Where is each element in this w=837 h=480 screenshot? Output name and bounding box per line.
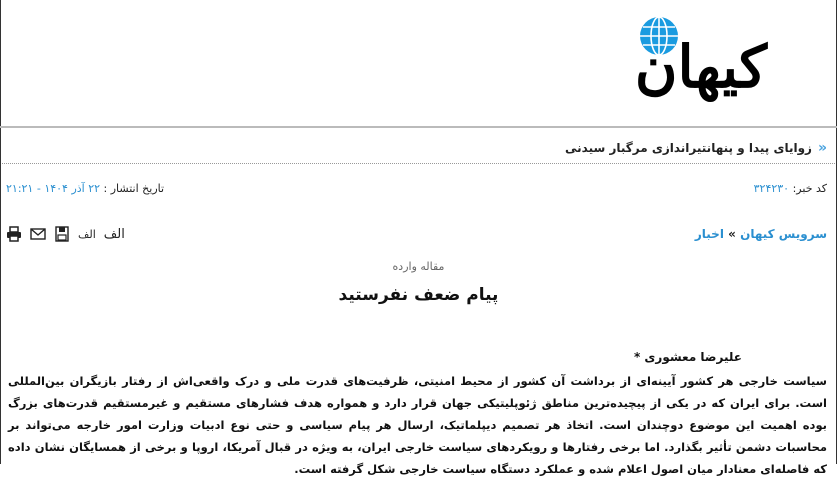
breadcrumb-separator: » xyxy=(728,227,736,241)
logo-text: کیهان xyxy=(634,33,767,101)
breadcrumb xyxy=(695,227,827,241)
news-code xyxy=(754,182,827,195)
article-tools xyxy=(6,226,125,242)
dotted-divider xyxy=(2,163,835,164)
news-code-value: ۳۲۴۲۳۰ xyxy=(753,182,790,195)
publish-date xyxy=(6,182,164,195)
related-headline[interactable] xyxy=(565,140,827,156)
publish-date-value: ۲۲ آذر ۱۴۰۴ - ۲۱:۲۱ xyxy=(6,182,101,195)
save-icon[interactable] xyxy=(54,226,70,242)
article-author: علیرضا معشوری * xyxy=(633,350,742,364)
print-icon[interactable] xyxy=(6,226,22,242)
chevron-double-icon: « xyxy=(817,140,827,156)
email-icon[interactable] xyxy=(30,226,46,242)
article-body: سیاست خارجی هر کشور آیینه‌ای از برداشت آن کشور از محیط امنیتی، ظرفیت‌های قدرت ملی و درک واقعی‌اش از رفتار بازیگران بین‌المللی است. برای ایران که در یکی از پیچیده‌ترین مناطق ژئوپلیتیکی جهان قرار دارد و همواره هدف فشارهای مستقیم و غیرمستقیم قدرت‌های بزرگ بوده اهمیت این موضوع دوچندان است. اتخاذ هر تصمیم دیپلماتیک، ارسال هر پیام سیاسی و حتی نوع ادبیات وزارت امور خارجه می‌تواند بر محاسبات دشمن تأثیر بگذارد. اما برخی رفتارها و رویکردهای سیاست خارجی ایران، به ویژه در قبال آمریکا، اروپا و برخی از همسایگان نشان داده که فاصله‌ای معنادار میان اصول اعلام شده و عملکرد دستگاه سیاست خارجی شکل گرفته است. xyxy=(8,374,827,476)
related-headline-text: زوایای پیدا و پنهانتیراندازی مرگبار سیدنی xyxy=(565,141,812,155)
news-code-label: کد خبر: xyxy=(792,182,827,195)
publish-date-label: تاریخ انتشار : xyxy=(103,182,165,195)
article-title: پیام ضعف نفرستید xyxy=(338,285,499,305)
font-decrease-button[interactable]: الف xyxy=(78,227,96,241)
breadcrumb-section-link[interactable]: اخبار xyxy=(694,227,724,241)
breadcrumb-service-link[interactable]: سرویس کیهان xyxy=(740,227,827,241)
site-logo[interactable] xyxy=(607,10,767,100)
article-supertitle: مقاله وارده xyxy=(392,260,445,273)
font-increase-button[interactable]: الف xyxy=(103,226,125,242)
site-header xyxy=(0,0,837,128)
